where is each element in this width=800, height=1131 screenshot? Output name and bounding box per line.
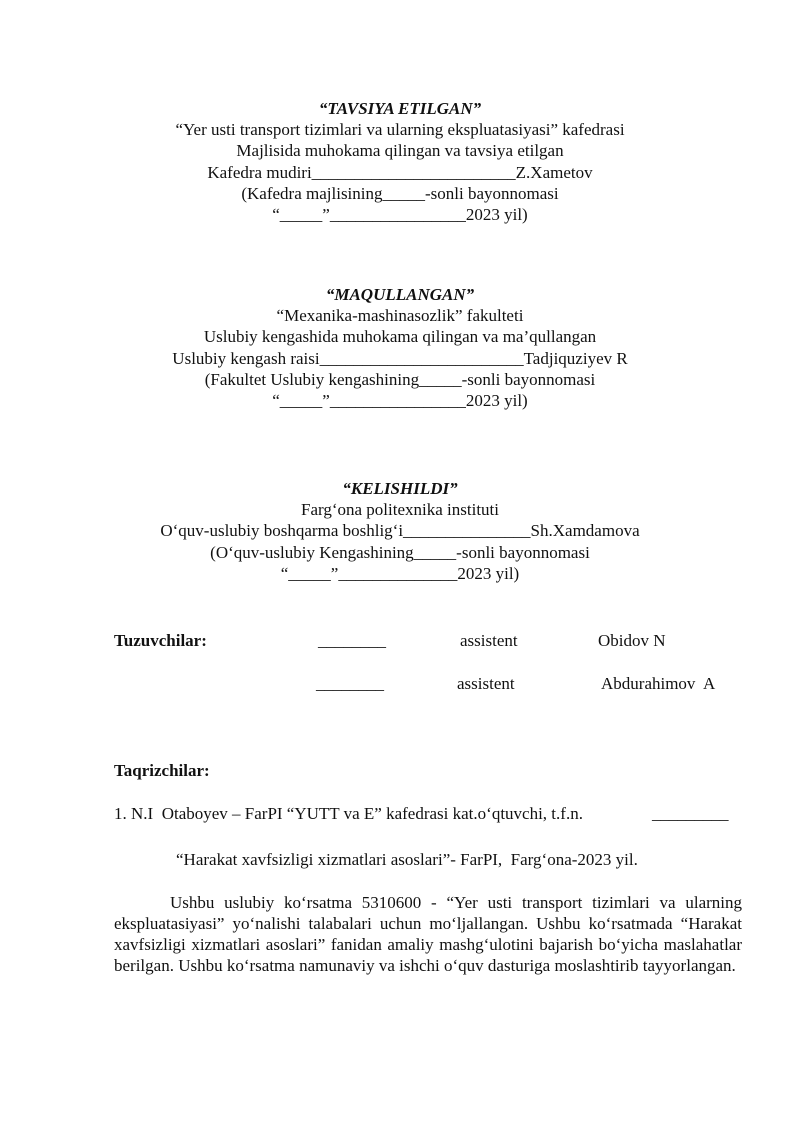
approval-line: (O‘quv-uslubiy Kengashining_____-sonli bayonnomasi: [210, 542, 590, 562]
authors-label: Tuzuvchilar:: [114, 631, 207, 650]
approval-line: (Kafedra majlisining_____-sonli bayonnomasi: [241, 183, 559, 203]
approval-block-tavsiya: [0, 98, 800, 225]
approval-heading: “MAQULLANGAN”: [325, 285, 475, 304]
approval-line: Majlisida muhokama qilingan va tavsiya etilgan: [236, 141, 564, 161]
approval-block-kelishildi: [0, 478, 800, 584]
approval-line: O‘quv-uslubiy boshqarma boshlig‘i_______________Sh.Xamdamova: [160, 521, 640, 541]
description-paragraph: Ushbu uslubiy ko‘rsatma 5310600 - “Yer usti transport tizimlari va ularning ekspluatasiyasi” yo‘nalishi talabalari uchun mo‘ljallangan. Ushbu ko‘rsatmada “Harakat xavfsizligi xizmatlari asoslari” fanidan amaliy mashg‘ulotini bajarish bo‘yicha maslahatlar berilgan. Ushbu ko‘rsatma namunaviy va ishchi o‘quv dasturiga moslashtirib tayyorlangan.: [114, 893, 742, 975]
approval-line: “_____”________________2023 yil): [272, 205, 528, 225]
approval-line: Uslubiy kengashida muhokama qilingan va ma’qullangan: [203, 327, 597, 347]
approval-line: (Fakultet Uslubiy kengashining_____-sonli bayonnomasi: [204, 369, 596, 389]
approval-line: “Mexanika-mashinasozlik” fakulteti: [276, 306, 524, 326]
reviewer-item: 1. N.I Otaboyev – FarPI “YUTT va E” kafedrasi kat.o‘qtuvchi, t.f.n.: [114, 804, 583, 823]
approval-line: Farg‘ona politexnika instituti: [301, 500, 499, 520]
author-signature-line: ________: [318, 631, 386, 650]
approval-heading: “KELISHILDI”: [342, 479, 458, 498]
approval-line: “Yer usti transport tizimlari va ularning ekspluatasiyasi” kafedrasi: [175, 120, 625, 140]
author-name: Obidov N: [598, 631, 666, 650]
author-name: Abdurahimov A: [601, 674, 716, 693]
approval-line: Kafedra mudiri________________________Z.Xametov: [207, 162, 593, 182]
author-position: assistent: [457, 674, 515, 693]
citation: “Harakat xavfsizligi xizmatlari asoslari”- FarPI, Farg‘ona-2023 yil.: [176, 850, 638, 869]
author-position: assistent: [460, 631, 518, 650]
approval-line: “_____”________________2023 yil): [272, 391, 528, 411]
approval-line: “_____”______________2023 yil): [280, 563, 520, 583]
approval-line: Uslubiy kengash raisi________________________Tadjiquziyev R: [172, 348, 628, 368]
reviewer-signature-line: _________: [652, 804, 729, 823]
approval-block-maqullangan: [0, 284, 800, 411]
approval-heading: “TAVSIYA ETILGAN”: [318, 99, 482, 118]
reviewers-label: Taqrizchilar:: [114, 761, 210, 780]
author-signature-line: ________: [316, 674, 384, 693]
